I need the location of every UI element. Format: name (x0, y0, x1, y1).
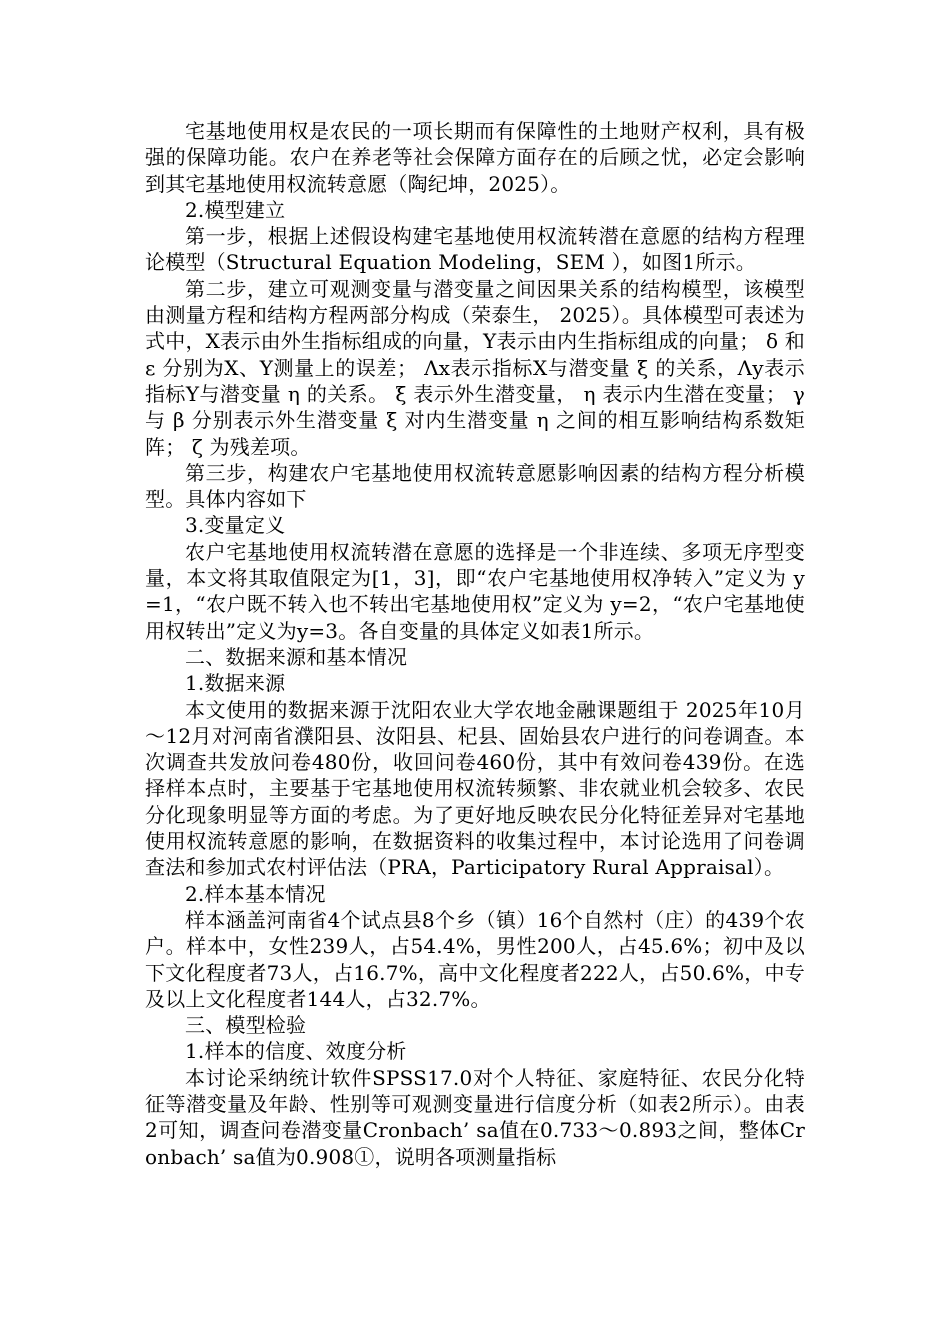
heading-data-source-section: 二、数据来源和基本情况 (185, 644, 408, 669)
paragraph-reliability-analysis: 本讨论采纳统计软件SPSS17.0对个人特征、家庭特征、农民分化特征等潜变量及年龄、性别等可观测变量进行信度分析（如表2所示）。由表2可知，调查问卷潜变量Cronbach’ sa值在0.733～0.893之间，整体Cronbach’ sa值为0.908①，说明各项测量指标 (145, 1065, 805, 1169)
paragraph-security-function: 宅基地使用权是农民的一项长期而有保障性的土地财产权利，具有极强的保障功能。农户在养老等社会保障方面存在的后顾之忧，必定会影响到其宅基地使用权流转意愿（陶纪坤，2025）。 (145, 119, 805, 196)
paragraph-data-source: 本文使用的数据来源于沈阳农业大学农地金融课题组于 2025年10月～12月对河南省濮阳县、汝阳县、杞县、固始县农户进行的问卷调查。本次调查共发放问卷480份，收回问卷460份，其中有效问卷439份。在选择样本点时，主要基于宅基地使用权流转频繁、非农就业机会较多、农民分化现象明显等方面的考虑。为了更好地反映农民分化特征差异对宅基地使用权流转意愿的影响，在数据资料的收集过程中，本讨论选用了问卷调查法和参加式农村评估法（PRA，Participatory Rural Appraisal）。 (145, 697, 805, 880)
paragraph-step-three: 第三步，构建农户宅基地使用权流转意愿影响因素的结构方程分析模型。具体内容如下 (145, 460, 805, 512)
paragraph-step-two: 第二步，建立可观测变量与潜变量之间因果关系的结构模型，该模型由测量方程和结构方程两部分构成（荣泰生， 2025）。具体模型可表述为 式中，X表示由外生指标组成的向量，Y表示由内生指标组成的向量； δ 和 ε 分别为X、Y测量上的误差； Λx表示指标X与潜变量 ξ 的关系，Λy表示指标Y与潜变量 η 的关系。 ξ 表示外生潜变量， η 表示内生潜在变量； γ 与 β 分别表示外生潜变量 ξ 对内生潜变量 η 之间的相互影响结构系数矩阵； ζ 为残差项。 (145, 276, 866, 459)
paragraph-step-one: 第一步，根据上述假设构建宅基地使用权流转潜在意愿的结构方程理论模型（Structural Equation Modeling，SEM ），如图1所示。 (145, 224, 805, 275)
heading-variable-definition: 3.变量定义 (185, 513, 286, 538)
heading-model-building: 2.模型建立 (185, 197, 286, 222)
heading-data-source: 1.数据来源 (185, 671, 286, 696)
heading-sample-info: 2.样本基本情况 (185, 881, 326, 906)
paragraph-variable-definition: 农户宅基地使用权流转潜在意愿的选择是一个非连续、多项无序型变量，本文将其取值限定为[1，3]，即“农户宅基地使用权净转入”定义为 y=1，“农户既不转入也不转出宅基地使用权”定义为 y=2，“农户宅基地使用权转出”定义为y=3。各自变量的具体定义如表1所示。 (145, 539, 805, 643)
paragraph-sample-info: 样本涵盖河南省4个试点县8个乡（镇）16个自然村（庄）的439个农户。样本中，女性239人，占54.4%，男性200人，占45.6%；初中及以下文化程度者73人，占16.7%，高中文化程度者222人，占50.6%，中专及以上文化程度者144人，占32.7%。 (145, 907, 805, 1011)
heading-reliability-validity: 1.样本的信度、效度分析 (185, 1039, 407, 1064)
body-text (145, 118, 866, 1170)
heading-model-test: 三、模型检验 (185, 1013, 307, 1038)
